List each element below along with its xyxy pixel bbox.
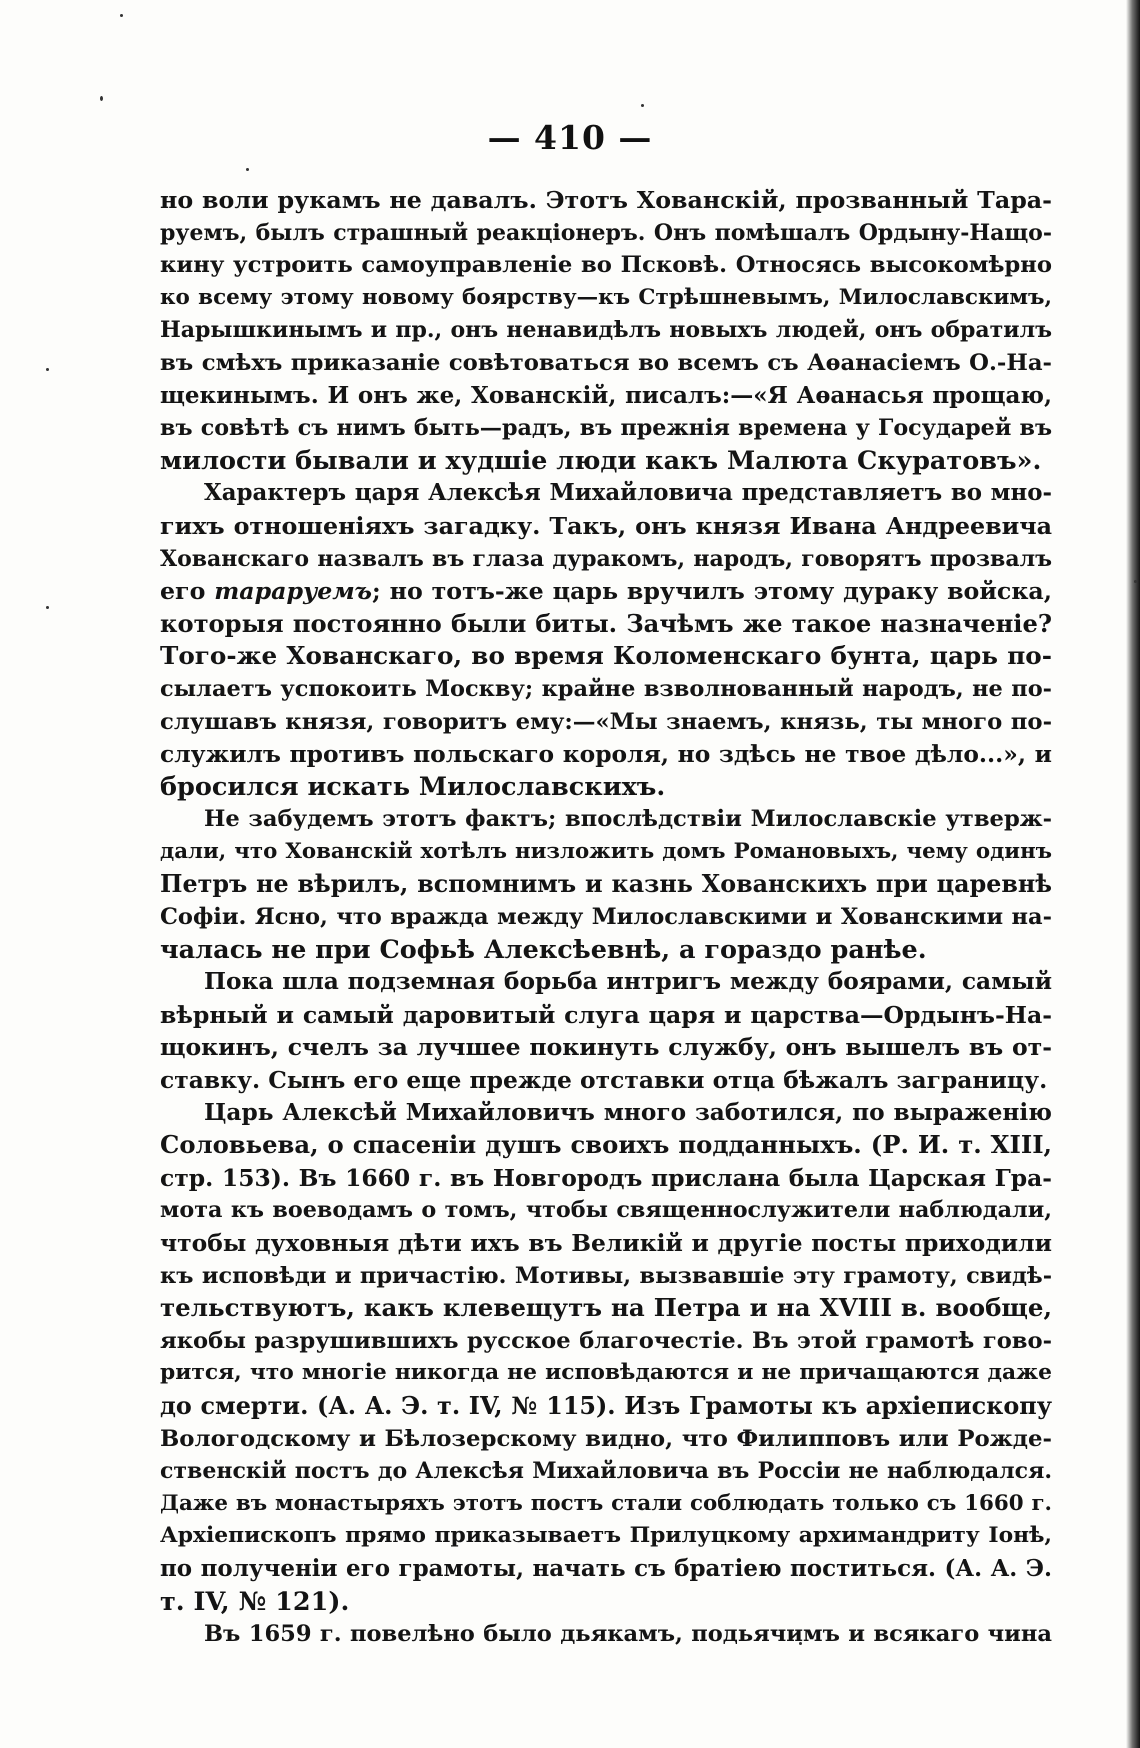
text-line: мота къ воеводамъ о томъ, чтобы священнослужители наблюдали, — [160, 1197, 1052, 1224]
text-line: Царь Алексѣй Михайловичъ много заботился, по выраженію — [204, 1098, 1052, 1126]
scan-speck — [1134, 580, 1137, 583]
text-line: но воли рукамъ не давалъ. Этотъ Хованскій, прозванный Тара- — [160, 186, 1052, 214]
text-line: которыя постоянно были биты. Зачѣмъ же такое назначеніе? — [160, 608, 1052, 638]
text-line-end: ; но тотъ-же царь вручилъ этому дураку войска, — [372, 577, 1052, 606]
text-line: Петръ не вѣрилъ, вспомнимъ и казнь Хованскихъ при царевнѣ — [160, 870, 1052, 899]
text-line: Вологодскому и Бѣлозерскому видно, что Филипповъ или Рожде- — [160, 1425, 1052, 1452]
text-line-start: его — [160, 577, 215, 606]
text-line: ставку. Сынъ его еще прежде отставки отца бѣжалъ заграницу. — [160, 1066, 1048, 1095]
text-line: т. IV, № 121). — [160, 1586, 350, 1617]
text-line: чалась не при Софьѣ Алексѣевнѣ, а гораздо ранѣе. — [160, 934, 927, 965]
text-line: гихъ отношеніяхъ загадку. Такъ, онъ князя Ивана Андреевича — [160, 511, 1052, 540]
text-line: Софіи. Ясно, что вражда между Милославскими и Хованскими на- — [160, 904, 1052, 931]
text-line: къ исповѣди и причастію. Мотивы, вызвавшіе эту грамоту, свидѣ- — [160, 1262, 1052, 1289]
text-line: милости бывали и худшіе люди какъ Малюта Скуратовъ». — [160, 445, 1042, 476]
text-line: руемъ, былъ страшный реакціонеръ. Онъ помѣшалъ Ордыну-Нащо- — [160, 219, 1052, 246]
text-line: въ совѣтѣ съ нимъ быть—радъ, въ прежнія времена у Государей въ — [160, 415, 1052, 442]
text-line: якобы разрушившихъ русское благочестіе. Въ этой грамотѣ гово- — [160, 1327, 1052, 1354]
text-line: ко всему этому новому боярству—къ Стрѣшневымъ, Милославскимъ, — [160, 284, 1052, 310]
text-line: стр. 153). Въ 1660 г. въ Новгородъ прислана была Царская Гра- — [160, 1163, 1052, 1192]
italic-word: тарaруемъ — [214, 577, 373, 606]
text-line — [160, 575, 1052, 608]
text-line: бросился искать Милославскихъ. — [160, 771, 666, 802]
text-line: вѣрный и самый даровитый слуга царя и царства—Ордынъ-На- — [160, 1000, 1052, 1029]
text-line: въ смѣхъ приказаніе совѣтоваться во всемъ съ Аѳанасіемъ О.-На- — [160, 349, 1052, 376]
text-line: дали, что Хованскій хотѣлъ низложить домъ Романовыхъ, чему одинъ — [160, 838, 1052, 864]
scan-speck — [46, 606, 49, 609]
text-line: кину устроить самоуправленіе во Псковѣ. Относясь высокомѣрно — [160, 252, 1052, 279]
scan-speck — [246, 168, 249, 171]
text-line: Даже въ монастыряхъ этотъ постъ стали соблюдать только съ 1660 г. — [160, 1490, 1052, 1516]
text-line: щекинымъ. И онъ же, Хованскій, писалъ:—«Я Аѳанасья прощаю, — [160, 381, 1052, 409]
text-line: сылаетъ успокоить Москву; крайне взволнованный народъ, не по- — [160, 675, 1052, 702]
text-line: служилъ противъ польскаго короля, но здѣсь не твое дѣло...», и — [160, 740, 1052, 769]
text-line: Соловьева, о спасеніи душъ своихъ подданныхъ. (Р. И. т. XIII, — [160, 1130, 1052, 1160]
text-line: Въ 1659 г. повелѣно было дьякамъ, подьячимъ и всякаго чина — [204, 1621, 1052, 1648]
scan-speck — [120, 14, 123, 17]
text-line: до смерти. (А. А. Э. т. IV, № 115). Изъ Грамоты къ архіепископу — [160, 1391, 1052, 1420]
text-line: по полученіи его грамоты, начать съ братіею поститься. (А. А. Э. — [160, 1554, 1052, 1582]
text-line: Хованскаго назвалъ въ глаза дуракомъ, народъ, говорятъ прозвалъ — [160, 545, 1052, 572]
text-line: тельствуютъ, какъ клевещутъ на Петра и на XVIII в. вообще, — [160, 1293, 1052, 1323]
scan-speck — [641, 104, 644, 107]
text-line: Не забудемъ этотъ фактъ; впослѣдствіи Милославскіе утверж- — [204, 806, 1052, 833]
scan-speck — [100, 96, 103, 101]
text-line: ственскій постъ до Алексѣя Михайловича въ Россіи не наблюдался. — [160, 1458, 1052, 1485]
text-line: щокинъ, счелъ за лучшее покинуть службу, онъ вышелъ въ от- — [160, 1033, 1052, 1062]
text-line: Характеръ царя Алексѣя Михайловича представляетъ во мно- — [204, 480, 1052, 507]
scan-speck — [46, 368, 49, 371]
page-number: — 410 — — [487, 118, 653, 157]
body-text — [160, 184, 1052, 1651]
text-line: слушавъ князя, говоритъ ему:—«Мы знаемъ, князь, ты много по- — [160, 708, 1052, 735]
page-edge-shadow — [1126, 0, 1140, 1748]
text-line: Того-же Хованскаго, во время Коломенскаго бунта, царь по- — [160, 641, 1052, 671]
text-line: Пока шла подземная борьба интригъ между боярами, самый — [204, 968, 1052, 996]
text-line: рится, что многіе никогда не исповѣдаются и не причащаются даже — [160, 1360, 1052, 1386]
text-line: Архіепископъ прямо приказываетъ Прилуцкому архимандриту Іонѣ, — [160, 1523, 1052, 1549]
text-line: чтобы духовныя дѣти ихъ въ Великій и другіе посты приходили — [160, 1229, 1052, 1257]
text-line: Нарышкинымъ и пр., онъ ненавидѣлъ новыхъ людей, онъ обратилъ — [160, 317, 1052, 344]
